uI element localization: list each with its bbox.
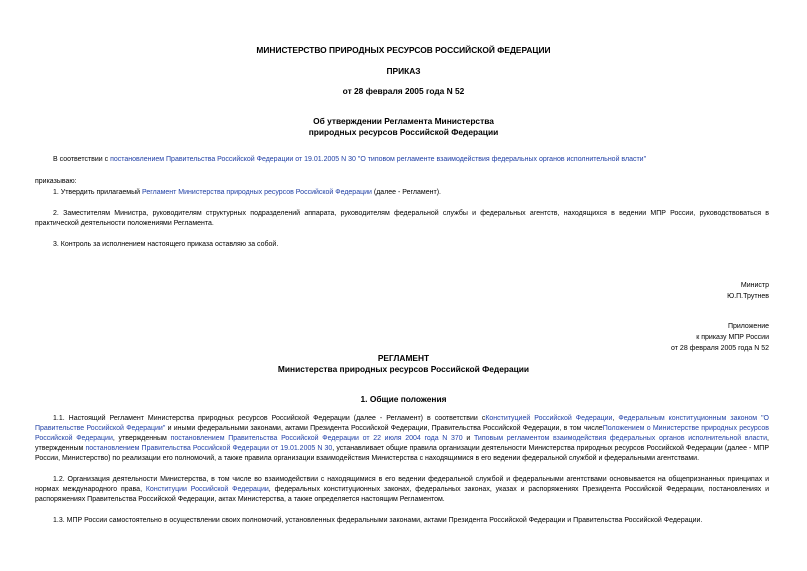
p11-text-2: , xyxy=(612,415,619,422)
p11-text-3: и иными федеральными законами, актами Президента Российской Федерации, Правительства Российской Федерации, в том числе xyxy=(165,425,603,432)
item-1-link[interactable]: Регламент Министерства природных ресурсов Российской Федерации xyxy=(141,189,372,196)
p12-text-2: , федеральных конституционных законах, федеральных законах, указах и распоряжениях Президента Российской Федерации, постановлениях и распоряжениях Правительства Российской Федерации, актах Министерства, а также определяется настоящим Регламентом. xyxy=(35,486,769,503)
paragraph-1-1 xyxy=(35,414,769,464)
appendix-line1: Приложение xyxy=(727,323,769,330)
reglament-title: РЕГЛАМЕНТ xyxy=(377,353,430,363)
signature-name: Ю.П.Трутнев xyxy=(727,293,769,300)
p11-link-fkz[interactable]: Федеральным конституционным законом "О Правительстве Российской Федерации" xyxy=(35,415,769,432)
paragraph-1-3: 1.3. МПР России самостоятельно в осуществлении своих полномочий, установленных федеральными законами, актами Президента Российской Федерации и Правительства Российской Федерации. xyxy=(53,517,703,524)
appendix-line3: от 28 февраля 2005 года N 52 xyxy=(671,345,769,352)
prikazyvayu: приказываю: xyxy=(35,178,77,185)
item-2: 2. Заместителям Министра, руководителям структурных подразделений аппарата, руководителям федеральной службы и федеральных агентств, находящихся в ведении МПР России, руководствоваться в практической деятельности положениями Регламента. xyxy=(35,210,769,227)
p11-link-tipovoy[interactable]: Типовым регламентом взаимодействия федеральных органов исполнительной власти xyxy=(473,435,768,442)
item-1 xyxy=(35,188,769,198)
ministry-heading: МИНИСТЕРСТВО ПРИРОДНЫХ РЕСУРСОВ РОССИЙСКОЙ ФЕДЕРАЦИИ xyxy=(256,45,551,55)
preamble-link[interactable]: постановлением Правительства Российской Федерации от 19.01.2005 N 30 "О типовом регламенте взаимодействия федеральных органов исполнительной власти" xyxy=(110,156,647,163)
preamble xyxy=(35,155,769,165)
p11-text-6: , утвержденным xyxy=(35,435,769,452)
item-1-suffix: (далее - Регламент). xyxy=(371,189,441,196)
p12-text-1: 1.2. Организация деятельности Министерства, в том числе во взаимодействии с находящимися в его ведении федеральной службой и федеральными агентствами основывается на общепризнанных принципах и нормах международного права, xyxy=(35,476,769,493)
preamble-prefix: В соответствии с xyxy=(53,156,111,163)
p11-text-1: 1.1. Настоящий Регламент Министерства природных ресурсов Российской Федерации (далее - Регламент) в соответствии с xyxy=(53,415,486,422)
appendix-line2: к приказу МПР России xyxy=(696,334,769,341)
doc-title-line1: Об утверждении Регламента Министерства xyxy=(313,116,494,126)
doc-date: от 28 февраля 2005 года N 52 xyxy=(342,86,465,96)
p11-link-post-370[interactable]: постановлением Правительства Российской Федерации от 22 июля 2004 года N 370 xyxy=(170,435,463,442)
item-3: 3. Контроль за исполнением настоящего приказа оставляю за собой. xyxy=(53,241,279,248)
p11-link-post-30[interactable]: постановлением Правительства Российской Федерации от 19.01.2005 N 30 xyxy=(85,445,333,452)
item-1-prefix: 1. Утвердить прилагаемый xyxy=(53,189,142,196)
reglament-subtitle: Министерства природных ресурсов Российской Федерации xyxy=(277,364,530,374)
paragraph-1-2 xyxy=(35,475,769,505)
p11-link-polozhenie[interactable]: Положением о Министерстве природных ресурсов Российской Федерации xyxy=(35,425,769,442)
doc-type-heading: ПРИКАЗ xyxy=(386,66,421,76)
p11-text-7: , устанавливает общие правила организации деятельности Министерства природных ресурсов Российской Федерации (далее - МПР России, Министерство) по реализации его полномочий, а также правила организации взаимодействия Министерства с находящимися в его ведении федеральной службой и федеральными агентствами. xyxy=(35,445,770,462)
p11-link-constitution[interactable]: Конституцией Российской Федерации xyxy=(485,415,613,422)
signature-title: Министр xyxy=(740,282,769,289)
p11-text-4: , утвержденным xyxy=(112,435,171,442)
p12-link-constitution[interactable]: Конституции Российской Федерации xyxy=(145,486,269,493)
section-1-heading: 1. Общие положения xyxy=(360,394,447,404)
doc-title-line2: природных ресурсов Российской Федерации xyxy=(308,127,499,137)
p11-text-5: и xyxy=(462,435,474,442)
